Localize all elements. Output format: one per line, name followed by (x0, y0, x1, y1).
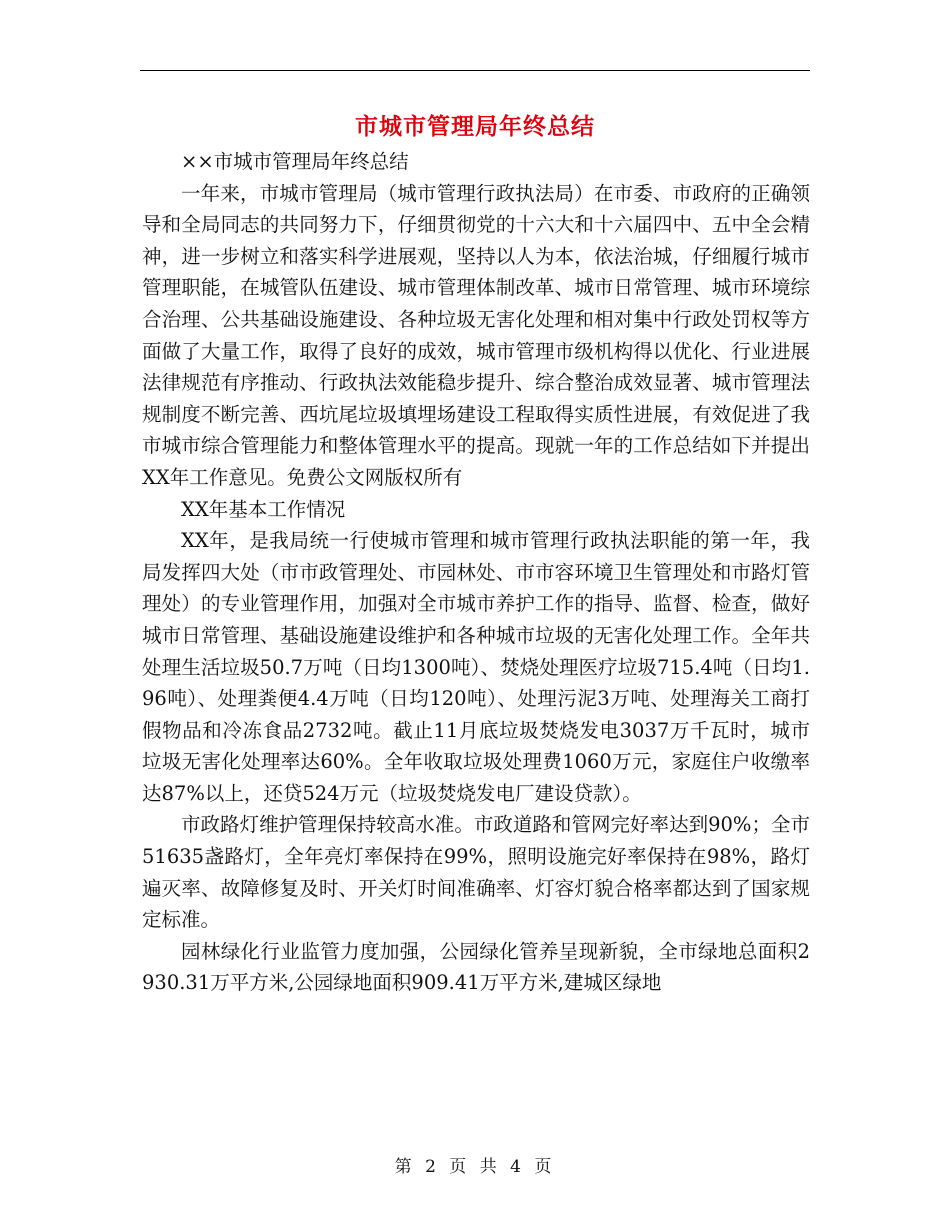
body-paragraph: 市政路灯维护管理保持较高水准。市政道路和管网完好率达到90%；全市51635盏路灯，全年亮灯率保持在99%，照明设施完好率保持在98%，路灯遍灭率、故障修复及时、开关灯时间准确率、灯容灯貌合格率都达到了国家规定标准。 (142, 813, 810, 932)
document-title: 市城市管理局年终总结 (355, 113, 595, 140)
header-rule (140, 70, 810, 71)
body-paragraph: XX年，是我局统一行使城市管理和城市管理行政执法职能的第一年，我局发挥四大处（市市政管理处、市园林处、市市容环境卫生管理处和市路灯管理处）的专业管理作用，加强对全市城市养护工作的指导、监督、检查，做好城市日常管理、基础设施建设维护和各种城市垃圾的无害化处理工作。全年共处理生活垃圾50.7万吨（日均1300吨）、焚烧处理医疗垃圾715.4吨（日均1.96吨）、处理粪便4.4万吨（日均120吨）、处理污泥3万吨、处理海关工商打假物品和冷冻食品2732吨。截止11月底垃圾焚烧发电3037万千瓦时，城市垃圾无害化处理率达60%。全年收取垃圾处理费1060万元，家庭住户收缴率达87%以上，还贷524万元（垃圾焚烧发电厂建设贷款）。 (142, 529, 810, 805)
page-footer: 第 2 页 共 4 页 (394, 1157, 556, 1177)
subtitle-paragraph: ××市城市管理局年终总结 (181, 150, 409, 173)
document-body (142, 146, 810, 999)
body-paragraph: 园林绿化行业监管力度加强，公园绿化管养呈现新貌，全市绿地总面积2930.31万平方米,公园绿地面积909.41万平方米,建城区绿地 (142, 939, 810, 995)
intro-paragraph: 一年来，市城市管理局（城市管理行政执法局）在市委、市政府的正确领导和全局同志的共同努力下，仔细贯彻党的十六大和十六届四中、五中全会精神，进一步树立和落实科学进展观，坚持以人为本，依法治城，仔细履行城市管理职能，在城管队伍建设、城市管理体制改革、城市日常管理、城市环境综合治理、公共基础设施建设、各种垃圾无害化处理和相对集中行政处罚权等方面做了大量工作，取得了良好的成效，城市管理市级机构得以优化、行业进展法律规范有序推动、行政执法效能稳步提升、综合整治成效显著、城市管理法规制度不断完善、西坑尾垃圾填埋场建设工程取得实质性进展，有效促进了我市城市综合管理能力和整体管理水平的提高。现就一年的工作总结如下并提出XX年工作意见。免费公文网版权所有 (142, 181, 810, 489)
section-heading: XX年基本工作情况 (181, 497, 346, 521)
